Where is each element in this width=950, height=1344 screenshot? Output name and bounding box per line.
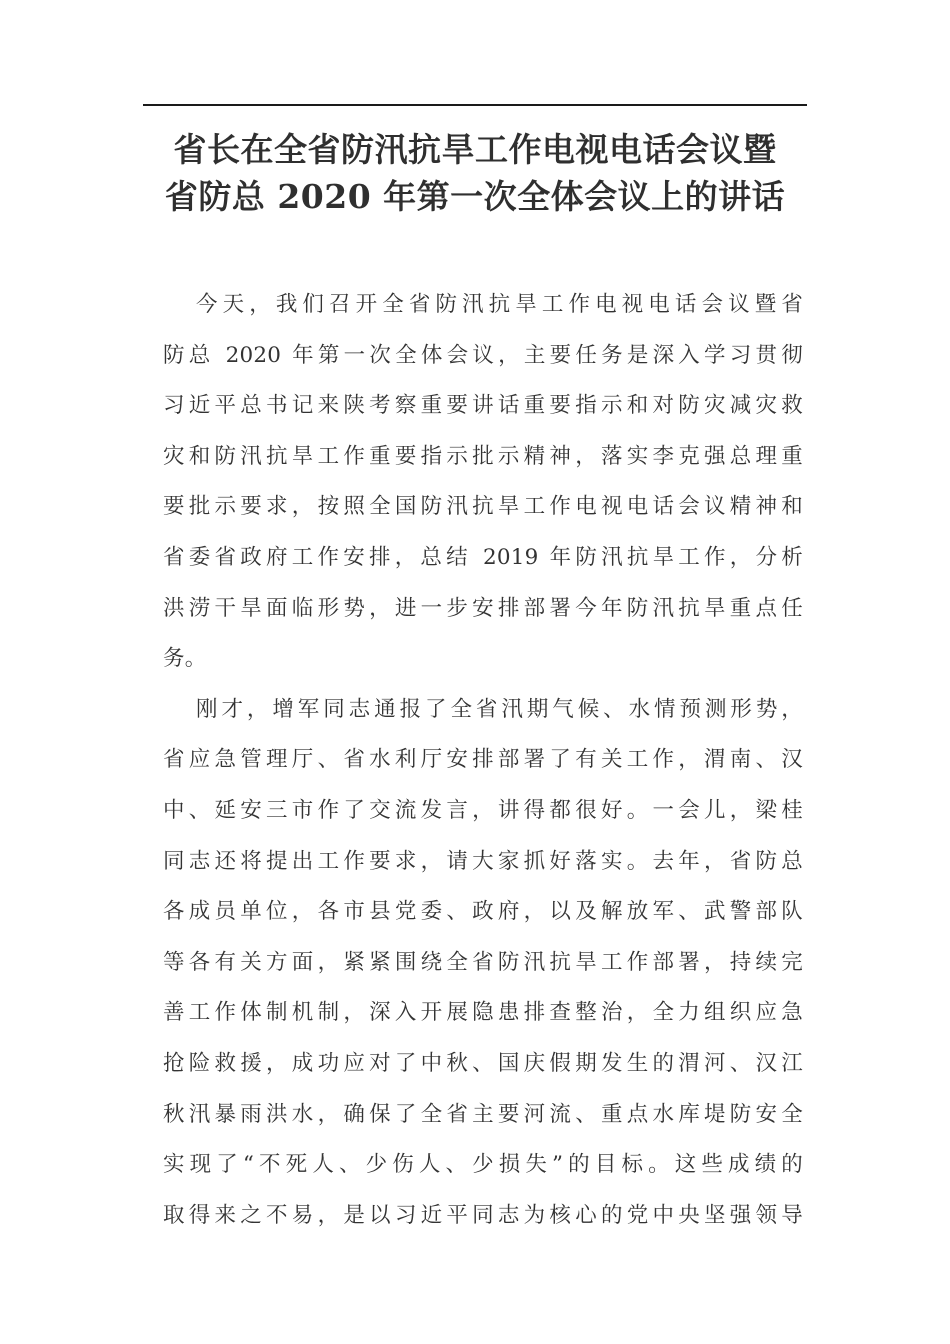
paragraph-line: 抢险救援，成功应对了中秋、国庆假期发生的渭河、汉江 bbox=[163, 1050, 803, 1076]
paragraph-line: 洪涝干旱面临形势，进一步安排部署今年防汛抗旱重点任 bbox=[163, 595, 803, 621]
paragraph-line: 省委省政府工作安排，总结 2019 年防汛抗旱工作，分析 bbox=[163, 544, 803, 570]
paragraph-line: 实现了“不死人、少伤人、少损失”的目标。这些成绩的 bbox=[163, 1152, 803, 1178]
paragraph-line: 习近平总书记来陕考察重要讲话重要指示和对防灾减灾救 bbox=[163, 393, 803, 419]
paragraph-line: 刚才，增军同志通报了全省汛期气候、水情预测形势， bbox=[196, 696, 803, 722]
paragraph-line: 要批示要求，按照全国防汛抗旱工作电视电话会议精神和 bbox=[163, 494, 803, 520]
title-line-2: 省防总 2020 年第一次全体会议上的讲话 bbox=[164, 177, 786, 216]
document-body bbox=[163, 280, 803, 1241]
title-line-1: 省长在全省防汛抗旱工作电视电话会议暨 bbox=[173, 130, 777, 169]
header-rule bbox=[143, 104, 807, 106]
paragraph-line: 秋汛暴雨洪水，确保了全省主要河流、重点水库堤防安全 bbox=[163, 1101, 803, 1127]
paragraph-1 bbox=[163, 280, 803, 685]
paragraph-line: 同志还将提出工作要求，请大家抓好落实。去年，省防总 bbox=[163, 848, 803, 874]
paragraph-line: 善工作体制机制，深入开展隐患排查整治，全力组织应急 bbox=[163, 1000, 803, 1026]
paragraph-line: 取得来之不易，是以习近平同志为核心的党中央坚强领导 bbox=[163, 1202, 803, 1228]
paragraph-2 bbox=[163, 685, 803, 1242]
paragraph-line: 等各有关方面，紧紧围绕全省防汛抗旱工作部署，持续完 bbox=[163, 949, 803, 975]
paragraph-line: 中、延安三市作了交流发言，讲得都很好。一会儿，梁桂 bbox=[163, 797, 803, 823]
paragraph-line: 务。 bbox=[163, 646, 207, 672]
paragraph-line: 灾和防汛抗旱工作重要指示批示精神，落实李克强总理重 bbox=[163, 443, 803, 469]
paragraph-line: 省应急管理厅、省水利厅安排部署了有关工作，渭南、汉 bbox=[163, 747, 803, 773]
paragraph-line: 防总 2020 年第一次全体会议，主要任务是深入学习贯彻 bbox=[163, 342, 803, 368]
paragraph-line: 今天，我们召开全省防汛抗旱工作电视电话会议暨省 bbox=[196, 292, 803, 317]
paragraph-line: 各成员单位，各市县党委、政府，以及解放军、武警部队 bbox=[163, 899, 803, 925]
document-title bbox=[143, 126, 807, 220]
